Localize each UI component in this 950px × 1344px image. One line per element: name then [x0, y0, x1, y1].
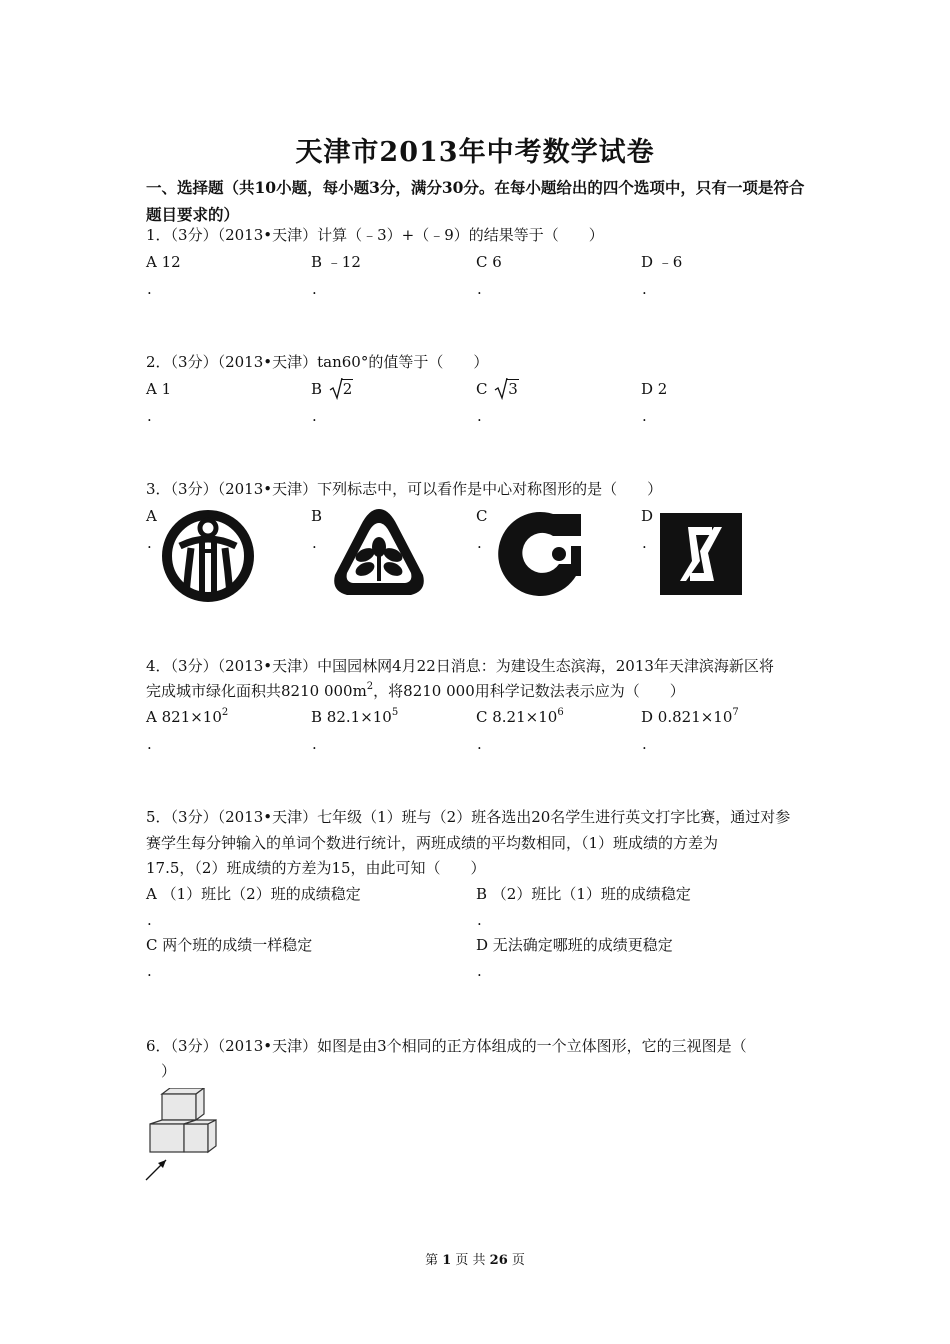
question-4-stem-line-2: [146, 679, 685, 704]
question-5-stem-line-3: 17.5，（2）班成绩的方差为15，由此可知（ ）: [146, 859, 486, 877]
cube-solid-figure: [142, 1088, 220, 1184]
question-5-stem-line-2: 赛学生每分钟输入的单词个数进行统计，两班成绩的平均数相同，（1）班成绩的方差为: [146, 834, 719, 852]
q4-option-c: [476, 705, 564, 730]
q1-dot-d: .: [642, 280, 647, 298]
q4-option-a: [146, 705, 228, 730]
q3-option-d: D: [641, 507, 654, 525]
footer-total-pages: 26: [489, 1253, 508, 1268]
q4-line2-exponent: 2: [366, 681, 374, 692]
q4-option-a-exp: 2: [221, 707, 229, 718]
question-6-stem-line-1: 6．（3分）（2013•天津）如图是由3个相同的正方体组成的一个立体图形，它的三视图是（: [146, 1037, 747, 1055]
q4-dot-c: .: [477, 735, 482, 753]
q5-dot-d: .: [477, 962, 482, 980]
q2-dot-c: .: [477, 407, 482, 425]
q3-dot-d: .: [642, 534, 647, 552]
q5-dot-b: .: [477, 911, 482, 929]
q2-dot-a: .: [147, 407, 152, 425]
q2-option-b: [311, 377, 353, 402]
q3-option-b: B: [311, 507, 323, 525]
q1-option-a: A 12: [146, 253, 181, 271]
q5-option-d: D 无法确定哪班的成绩更稳定: [476, 936, 673, 954]
q2-option-a: A 1: [146, 380, 172, 398]
q4-option-c-base: C 8.21×10: [476, 708, 558, 726]
footer-middle: 页 共: [451, 1253, 490, 1268]
q5-option-b: B （2）班比（1）班的成绩稳定: [476, 885, 691, 903]
q2-option-c-letter: C: [476, 380, 493, 398]
page-footer: [0, 1249, 950, 1268]
footer-prefix: 第: [425, 1253, 443, 1268]
q1-option-b: B ﹣12: [311, 253, 361, 271]
q4-line2-text-end: ，将8210 000用科学记数法表示应为（ ）: [373, 682, 685, 700]
q5-dot-a: .: [147, 911, 152, 929]
q4-option-b: [311, 705, 398, 730]
sqrt-3-symbol: [494, 377, 519, 402]
footer-suffix: 页: [507, 1253, 525, 1268]
question-1-stem: 1．（3分）（2013•天津）计算（﹣3）+（﹣9）的结果等于（ ）: [146, 226, 604, 244]
q4-option-d-exp: 7: [732, 707, 739, 718]
sqrt-3-radicand: 3: [508, 380, 518, 398]
logo-b-leaves-icon: [327, 503, 431, 603]
sqrt-2-radicand: 2: [342, 380, 353, 398]
q5-option-c: C 两个班的成绩一样稳定: [146, 936, 313, 954]
q4-option-c-exp: 6: [557, 707, 564, 718]
logo-c-g-icon: [493, 506, 589, 600]
q4-option-d: [641, 705, 739, 730]
q4-option-d-base: D 0.821×10: [641, 708, 733, 726]
q2-dot-d: .: [642, 407, 647, 425]
q3-dot-c: .: [477, 534, 482, 552]
q4-option-b-exp: 5: [391, 707, 399, 718]
footer-page-number: 1: [442, 1253, 452, 1268]
q3-option-c: C: [476, 507, 488, 525]
q5-option-a: A （1）班比（2）班的成绩稳定: [146, 885, 361, 903]
q2-dot-b: .: [312, 407, 317, 425]
sqrt-2-symbol: [329, 377, 354, 402]
q1-option-c: C 6: [476, 253, 502, 271]
q4-dot-d: .: [642, 735, 647, 753]
q5-dot-c: .: [147, 962, 152, 980]
question-5-stem-line-1: 5．（3分）（2013•天津）七年级（1）班与（2）班各选出20名学生进行英文打字比赛，通过对参: [146, 808, 791, 826]
logo-a-figure-icon: [158, 506, 258, 606]
q4-option-a-base: A 821×10: [146, 708, 222, 726]
q1-dot-a: .: [147, 280, 152, 298]
logo-d-square-icon: [660, 513, 742, 595]
q3-dot-b: .: [312, 534, 317, 552]
q4-option-b-base: B 82.1×10: [311, 708, 392, 726]
question-6-stem-line-2: ）: [146, 1062, 177, 1080]
page-title: 天津市2013年中考数学试卷: [295, 137, 655, 168]
question-2-stem: 2．（3分）（2013•天津）tan60°的值等于（ ）: [146, 353, 489, 371]
q3-dot-a: .: [147, 534, 152, 552]
q2-option-b-letter: B: [311, 380, 327, 398]
q4-dot-a: .: [147, 735, 152, 753]
q2-option-d: D 2: [641, 380, 668, 398]
q4-dot-b: .: [312, 735, 317, 753]
q2-option-c: [476, 377, 519, 402]
section-heading: 一、选择题（共10小题，每小题3分，满分30分。在每小题给出的四个选项中，只有一项是符合题目要求的）: [146, 178, 805, 224]
q3-option-a: A: [146, 507, 157, 525]
q1-option-d: D ﹣6: [641, 253, 683, 271]
question-4-stem-line-1: 4．（3分）（2013•天津）中国园林网4月22日消息：为建设生态滨海，2013年天津滨海新区将: [146, 657, 774, 675]
question-3-stem: 3．（3分）（2013•天津）下列标志中，可以看作是中心对称图形的是（ ）: [146, 480, 663, 498]
q4-line2-text: 完成城市绿化面积共8210 000m: [146, 682, 367, 700]
q1-dot-b: .: [312, 280, 317, 298]
q1-dot-c: .: [477, 280, 482, 298]
